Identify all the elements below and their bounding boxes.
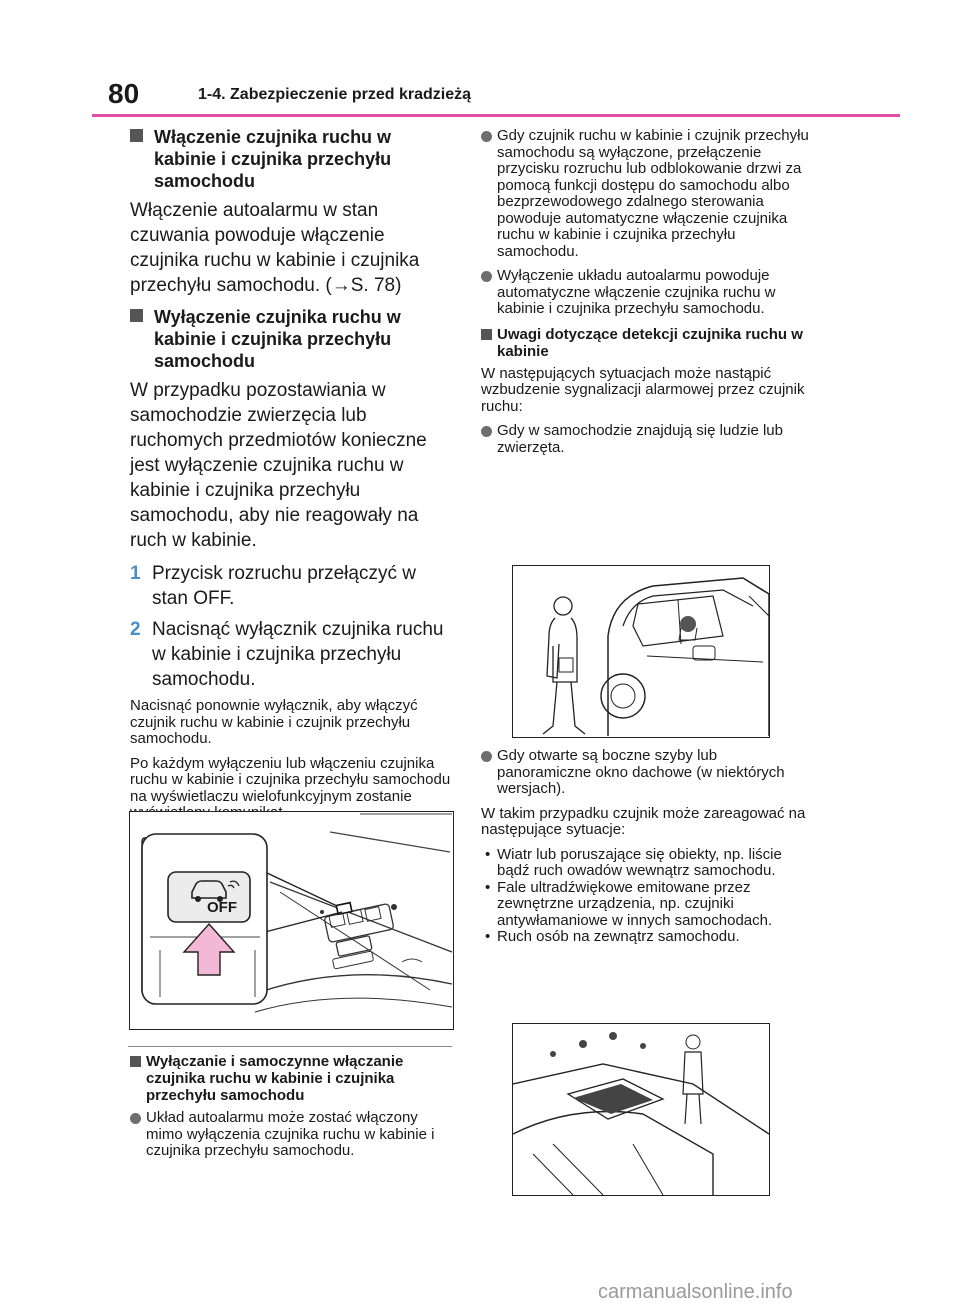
header-rule bbox=[92, 114, 900, 117]
step-text: Przycisk rozruchu przełączyć w stan OFF. bbox=[152, 563, 416, 609]
paragraph-situations: W następujących sytuacjach może nastąpić wzbudzenie sygnalizacji alarmowej przez czujnik ruchu: bbox=[481, 364, 805, 415]
section-divider bbox=[128, 1046, 452, 1047]
step-2 bbox=[130, 617, 452, 692]
paragraph-enable: Włączenie autoalarmu w stan czuwania powoduje włączenie czujnika ruchu w kabinie i czujnika przechyłu samochodu. (→S. 78) bbox=[130, 200, 420, 296]
section-title: 1-4. Zabezpieczenie przed kradzieżą bbox=[198, 86, 471, 103]
step-text: Nacisnąć wyłącznik czujnika ruchu w kabinie i czujnika przechyłu samochodu. bbox=[152, 619, 444, 690]
square-bullet-icon bbox=[130, 309, 143, 322]
square-bullet-icon bbox=[481, 329, 492, 340]
dash-item-ultrasound: • Fale ultradźwiękowe emitowane przez zewnętrzne urządzenia, np. czujniki antywłamaniowe w innych samochodach. bbox=[485, 878, 773, 929]
heading-detection-notes: Uwagi dotyczące detekcji czujnika ruchu w kabinie bbox=[481, 326, 811, 360]
round-bullet-icon bbox=[481, 271, 492, 282]
right-column-middle bbox=[481, 748, 811, 946]
dash-item-wind: • Wiatr lub poruszające się obiekty, np. liście bądź ruch owadów wewnątrz samochodu. bbox=[485, 845, 782, 879]
dash-bullet: • bbox=[485, 845, 491, 863]
round-bullet-icon bbox=[481, 131, 492, 142]
overhead-console-illustration bbox=[130, 812, 453, 1029]
paragraph-disable: W przypadku pozostawiania w samochodzie zwierzęcia lub ruchomych przedmiotów konieczne jest wyłączenie czujnika ruchu w kabinie i czujnika przechyłu samochodu, aby nie reagowały na ruch w kabinie. bbox=[130, 380, 427, 551]
left-column bbox=[130, 126, 452, 830]
figure-off-switch bbox=[129, 811, 454, 1030]
square-bullet-icon bbox=[130, 129, 143, 142]
heading-enable-sensors: Włączenie czujnika ruchu w kabinie i czujnika przechyłu samochodu bbox=[130, 126, 452, 192]
page-number: 80 bbox=[108, 78, 140, 109]
right-column bbox=[481, 128, 811, 464]
sunroof-leaves-illustration bbox=[513, 1024, 769, 1195]
step-number: 1 bbox=[130, 563, 141, 584]
round-bullet-icon bbox=[481, 426, 492, 437]
dash-bullet: • bbox=[485, 928, 491, 945]
heading-disable-sensors: Wyłączenie czujnika ruchu w kabinie i czujnika przechyłu samochodu bbox=[130, 306, 452, 372]
heading-auto-enable: Wyłączanie i samoczynne włączanie czujnika ruchu w kabinie i czujnika przechyłu samochodu bbox=[130, 1053, 452, 1104]
note-message: Po każdym wyłączeniu lub włączeniu czujnika ruchu w kabinie i czujnika przechyłu samochodu na wyświetlaczu wielofunkcyjnym zostanie bbox=[130, 754, 451, 805]
dash-bullet: • bbox=[485, 878, 491, 896]
figure-sunroof-leaves bbox=[512, 1023, 770, 1196]
step-1 bbox=[130, 561, 452, 611]
bullet-people-animals: Gdy w samochodzie znajdują się ludzie lub zwierzęta. bbox=[481, 423, 811, 456]
paragraph-reactions: W takim przypadku czujnik może zareagować na następujące sytuacje: bbox=[481, 804, 806, 838]
note-reenable: Nacisnąć ponownie wyłącznik, aby włączyć czujnik ruchu w kabinie i czujnik przechyłu samochodu. bbox=[130, 697, 418, 747]
bullet-alarm-enabled: Układ autoalarmu może zostać włączony mimo wyłączenia czujnika ruchu w kabinie i czujnika przechyłu samochodu. bbox=[130, 1110, 452, 1160]
square-bullet-icon bbox=[130, 1056, 141, 1067]
round-bullet-icon bbox=[130, 1113, 141, 1124]
bullet-windows-open: Gdy otwarte są boczne szyby lub panoramiczne okno dachowe (w niektórych wersjach). bbox=[481, 748, 811, 798]
watermark-text: carmanualsonline.info bbox=[598, 1281, 793, 1303]
step-number: 2 bbox=[130, 619, 141, 640]
bullet-auto-reenable: Gdy czujnik ruchu w kabinie i czujnik przechyłu samochodu są wyłączone, przełączenie przycisku rozruchu lub odblokowanie drzwi za pomocą funkcji dostępu do samochodu albo bezprzewodowego zdalnego sterowania powoduje automatyczne włączenie czujnika ruchu w kabinie i czujnika przechyłu samochodu. bbox=[481, 128, 811, 260]
dash-item-people-outside: • Ruch osób na zewnątrz samochodu. bbox=[485, 928, 740, 945]
person-dog-car-illustration bbox=[513, 566, 769, 737]
round-bullet-icon bbox=[481, 751, 492, 762]
off-button-label: OFF bbox=[207, 899, 237, 916]
left-column-lower bbox=[130, 1053, 452, 1168]
figure-dog-in-car bbox=[512, 565, 770, 738]
bullet-alarm-off: Wyłączenie układu autoalarmu powoduje automatyczne włączenie czujnika ruchu w kabinie i czujnika przechyłu samochodu. bbox=[481, 268, 811, 318]
